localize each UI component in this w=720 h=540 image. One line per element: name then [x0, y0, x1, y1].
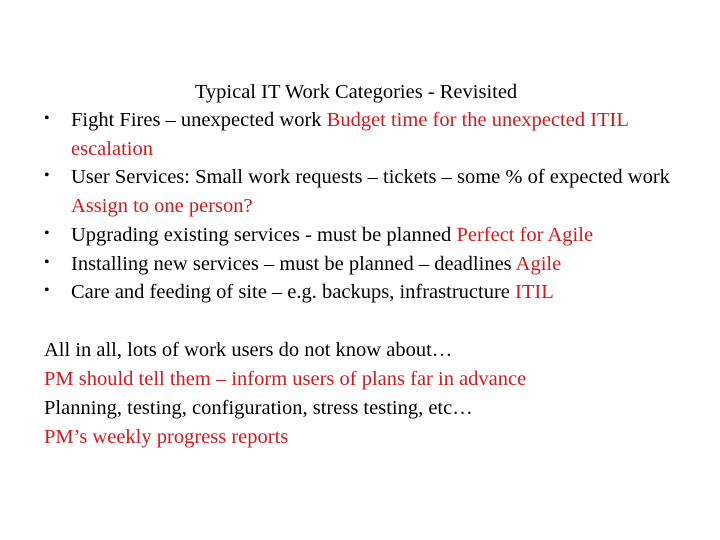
summary-line: Planning, testing, configuration, stress testing, etc… — [44, 397, 473, 419]
bullet-text: Upgrading existing services - must be planned — [71, 223, 457, 246]
bullet-text: Care and feeding of site – e.g. backups, infrastructure — [71, 281, 516, 304]
summary-line: PM should tell them – inform users of plans far in advance — [44, 368, 527, 390]
bullet-note: ITIL — [515, 281, 554, 304]
bullet-text: Installing new services – must be planned – deadlines — [71, 252, 516, 275]
bullet-icon: • — [44, 110, 50, 127]
bullet-icon: • — [44, 253, 50, 271]
bullet-icon: • — [44, 167, 50, 185]
slide-title: Typical IT Work Categories - Revisited — [194, 81, 518, 103]
bullet-note: Budget time for the unexpected ITIL escalation — [71, 109, 629, 160]
bullet-item-installing-services — [44, 250, 684, 279]
summary-line: All in all, lots of work users do not know about… — [44, 339, 453, 361]
bullet-text: User Services: Small work requests – tickets – some % of expected work — [71, 166, 670, 189]
bullet-text: Fight Fires – unexpected work — [71, 109, 327, 131]
summary-lines — [44, 336, 694, 452]
bullet-note: Agile — [515, 252, 562, 275]
bullet-item-user-services — [44, 163, 684, 220]
bullet-item-upgrading-services — [44, 221, 684, 250]
bullet-note: Perfect for Agile — [456, 223, 594, 246]
bullet-note: Assign to one person? — [71, 195, 253, 218]
bullet-icon: • — [44, 224, 50, 242]
summary-line: PM’s weekly progress reports — [44, 426, 289, 448]
bullet-item-care-and-feeding — [44, 278, 684, 307]
bullet-list — [44, 106, 684, 307]
bullet-item-fight-fires — [44, 106, 684, 163]
bullet-icon: • — [44, 282, 50, 300]
